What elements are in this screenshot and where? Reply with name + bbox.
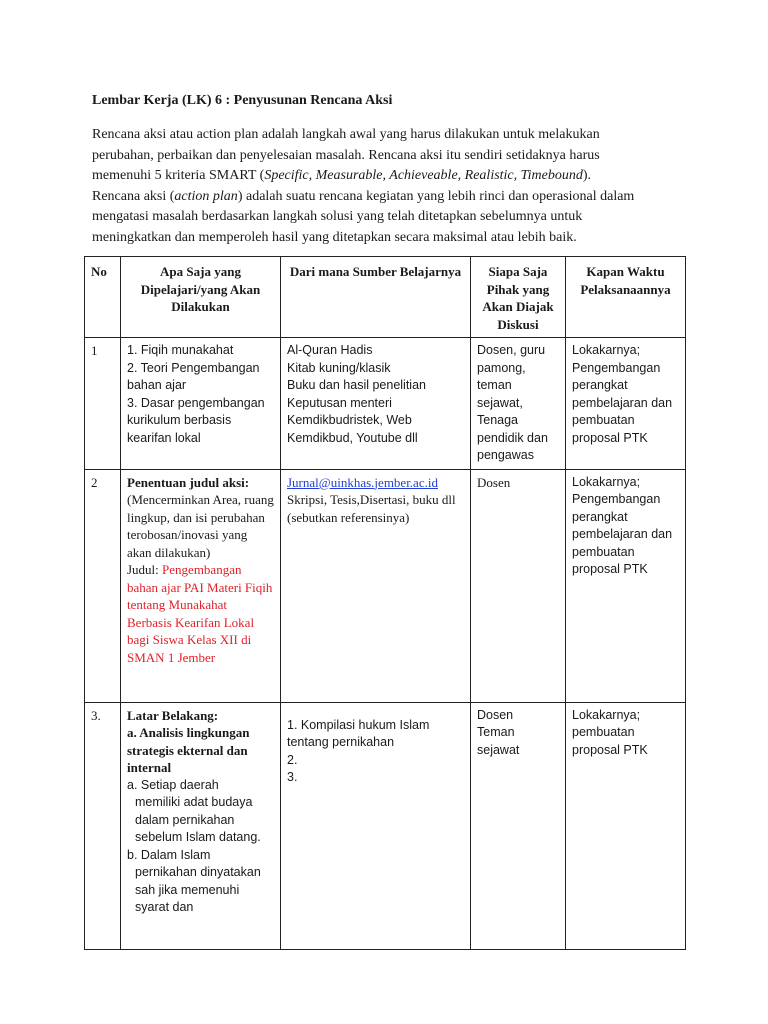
intro-line: [92, 187, 692, 208]
cell-kapan: Lokakarnya; Pengembangan perangkat pembelajaran dan pembuatan proposal PTK: [566, 469, 686, 702]
cell-sumber: [281, 702, 471, 949]
party-item: Teman sejawat: [477, 725, 520, 757]
judul-description: (Mencerminkan Area, ruang lingkup, dan isi perubahan terobosan/inovasi yang akan dilakukan): [127, 492, 274, 560]
header-kapan: Kapan Waktu Pelaksanaannya: [566, 257, 686, 338]
header-no: No: [85, 257, 121, 338]
cell-siapa: Dosen: [471, 469, 566, 702]
intro-line: meningkatkan dan memperoleh hasil yang ditetapkan secara maksimal atau lebih baik.: [92, 229, 577, 245]
intro-line: perubahan, perbaikan dan penyelesaian masalah. Rencana aksi itu sendiri setidaknya harus: [92, 147, 600, 163]
cell-no: 3.: [85, 702, 121, 949]
background-heading: Latar Belakang:: [127, 707, 219, 723]
source-item: Kitab kuning/klasik: [287, 360, 391, 375]
list-item: 2. Teori Pengembangan bahan ajar: [127, 360, 260, 392]
action-plan-term: action plan: [174, 188, 238, 204]
header-siapa: Siapa Saja Pihak yang Akan Diajak Diskusi: [471, 257, 566, 338]
page-title: Lembar Kerja (LK) 6 : Penyusunan Rencana Aksi: [92, 93, 393, 108]
intro-paragraph: [92, 125, 692, 249]
source-item: 2.: [287, 752, 298, 767]
table-row: [85, 469, 686, 702]
source-item: Buku dan hasil penelitian: [287, 378, 426, 392]
source-item: 1. Kompilasi hukum Islam tentang pernikahan: [287, 717, 430, 749]
table-row: [85, 338, 686, 470]
intro-text: ) adalah suatu rencana kegiatan yang lebih rinci dan operasional dalam: [237, 188, 635, 204]
intro-text: Rencana aksi (: [92, 188, 175, 204]
source-item: 3.: [287, 770, 298, 784]
cell-apa: [121, 469, 281, 702]
header-apa: Apa Saja yang Dipelajari/yang Akan Dilakukan: [121, 257, 281, 338]
cell-kapan: Lokakarnya; pembuatan proposal PTK: [566, 702, 686, 949]
intro-text: ).: [582, 168, 592, 184]
list-item-text: memiliki adat budaya dalam pernikahan sebelum Islam datang.: [135, 795, 261, 844]
judul-text: Pengembangan bahan ajar PAI Materi Fiqih tentang Munakahat Berbasis Kearifan Lokal bagi Siswa Kelas XII di SMAN 1 Jember: [127, 562, 273, 665]
cell-no: 1: [85, 338, 121, 470]
cell-sumber: [281, 338, 471, 470]
smart-criteria: Specific, Measurable, Achieveable, Realistic, Timebound: [264, 168, 583, 184]
intro-line: Rencana aksi atau action plan adalah langkah awal yang harus dilakukan untuk melakukan: [92, 127, 600, 142]
party-item: Dosen: [477, 707, 514, 722]
cell-siapa: Dosen, guru pamong, teman sejawat, Tenaga pendidik dan pengawas: [471, 338, 566, 470]
list-item: 3. Dasar pengembangan kurikulum berbasis kearifan lokal: [127, 395, 265, 445]
list-item-text: pernikahan dinyatakan sah jika memenuhi syarat dan: [135, 865, 261, 914]
judul-label: Judul:: [127, 562, 163, 577]
list-item: b. Dalam Islam: [127, 847, 211, 862]
cell-no: 2: [85, 469, 121, 702]
header-row: [85, 257, 686, 338]
intro-line: mengatasi masalah berdasarkan langkah solusi yang telah ditetapkan sebelumnya untuk: [92, 209, 583, 225]
cell-sumber: [281, 469, 471, 702]
cell-siapa: [471, 702, 566, 949]
cell-apa: [121, 702, 281, 949]
intro-text: memenuhi 5 kriteria SMART (: [92, 168, 265, 184]
source-item: Keputusan menteri Kemdikbudristek, Web Kemdikbud, Youtube dll: [287, 395, 418, 445]
table-row: [85, 702, 686, 949]
analysis-heading: a. Analisis lingkungan strategis ekternal dan internal: [127, 725, 250, 775]
source-item: Skripsi, Tesis,Disertasi, buku dll (sebutkan referensinya): [287, 492, 456, 525]
list-item: a. Setiap daerah: [127, 777, 219, 792]
header-sumber: Dari mana Sumber Belajarnya: [281, 257, 471, 338]
list-item: 1. Fiqih munakahat: [127, 343, 234, 357]
judul-heading: Penentuan judul aksi:: [127, 474, 250, 490]
cell-apa: [121, 338, 281, 470]
intro-line: [92, 166, 692, 187]
action-plan-table: [84, 256, 686, 950]
source-item: Al-Quran Hadis: [287, 343, 373, 357]
journal-link[interactable]: Jurnal@uinkhas.jember.ac.id: [287, 474, 438, 490]
cell-kapan: Lokakarnya; Pengembangan perangkat pembelajaran dan pembuatan proposal PTK: [566, 338, 686, 470]
